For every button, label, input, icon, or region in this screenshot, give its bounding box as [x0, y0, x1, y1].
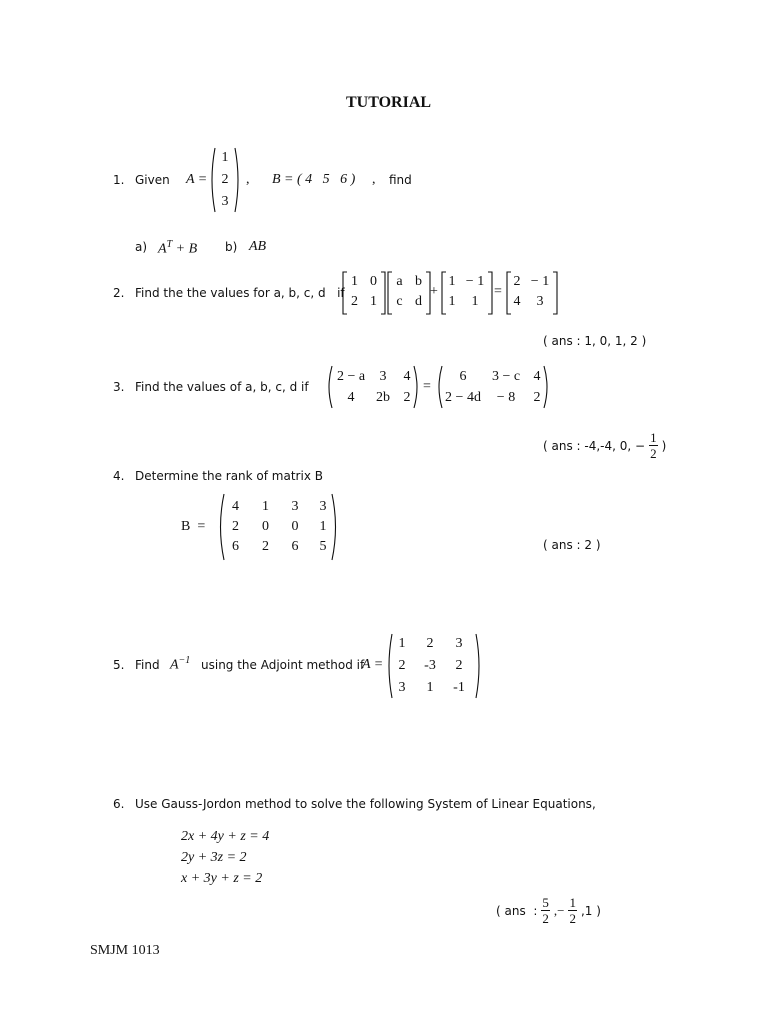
- q5-text-2: using the Adjoint method if: [201, 658, 365, 672]
- q2-plus: +: [430, 284, 438, 299]
- q1-a-cell: 3: [221, 194, 229, 209]
- q5-number: 5.: [113, 658, 125, 672]
- q6-equation: 2y + 3z = 2: [181, 850, 247, 865]
- q1-comma: ,: [372, 172, 376, 187]
- q4-answer: ( ans : 2 ): [543, 538, 601, 552]
- q1-a-cell: 1: [221, 150, 229, 165]
- q5-expr: $A^{-1}$: [170, 655, 191, 673]
- q1-find: find: [389, 173, 412, 187]
- q3-m2: 6 3 − c 4 2 − 4d − 8 2: [445, 369, 541, 405]
- q2-m1: 1 0 2 1: [351, 274, 377, 309]
- q1-part-a-expr: $A^T + B$: [158, 239, 198, 257]
- q2-m4: 2 − 1 4 3: [513, 274, 550, 309]
- q3-text: Find the values of a, b, c, d if: [135, 380, 309, 394]
- q4-text: Determine the rank of matrix B: [135, 469, 323, 483]
- q5-text: Find: [135, 658, 160, 672]
- q4-number: 4.: [113, 469, 125, 483]
- q1-a-matrix: [218, 147, 232, 213]
- q5-lhs: A =: [362, 657, 384, 672]
- q2-m3: 1 − 1 1 1: [448, 274, 485, 309]
- page-title: TUTORIAL: [346, 94, 432, 111]
- q1-part-b-label: b): [225, 240, 238, 254]
- q3-answer: ( ans : -4,-4, 0, − $\frac{1}{2}$ ): [543, 430, 667, 461]
- q3-m1: 2 − a 3 4 4 2b 2: [336, 369, 411, 405]
- footer-course-code: SMJM 1013: [90, 943, 160, 958]
- q2-answer: ( ans : 1, 0, 1, 2 ): [543, 334, 647, 348]
- q4-lhs: B =: [181, 519, 206, 534]
- q2-text: Find the the values for a, b, c, d if: [135, 286, 345, 300]
- q5-matrix: 1 2 3 2 -3 2 3 1 -1: [398, 636, 465, 695]
- q1-number: 1.: [113, 173, 125, 187]
- q6-equation: x + 3y + z = 2: [181, 871, 263, 886]
- q4-matrix: 4 1 3 3 2 0 0 1 6 2 6 5: [232, 499, 327, 554]
- q6-number: 6.: [113, 797, 125, 811]
- q2-equals: =: [494, 284, 502, 299]
- q6-text: Use Gauss-Jordon method to solve the following System of Linear Equations,: [135, 797, 596, 811]
- q3-equals: =: [423, 379, 431, 394]
- q1-a-lhs: A =: [186, 172, 208, 187]
- q1-b-definition: B = ( 4 5 6 ): [272, 172, 356, 187]
- q1-text: Given: [135, 173, 170, 187]
- q1-part-b-expr: AB: [249, 239, 267, 254]
- q1-comma: ,: [246, 172, 250, 187]
- q1-part-a-label: a): [135, 240, 148, 254]
- q2-m2: a b c d: [396, 274, 422, 309]
- q6-equation: 2x + 4y + z = 4: [181, 829, 270, 844]
- q6-answer: ( ans : $\frac{5}{2}$ ,− $\frac{1}{2}$ ,1 ): [496, 895, 601, 926]
- q2-number: 2.: [113, 286, 125, 300]
- q3-number: 3.: [113, 380, 125, 394]
- q1-a-cell: 2: [221, 172, 229, 187]
